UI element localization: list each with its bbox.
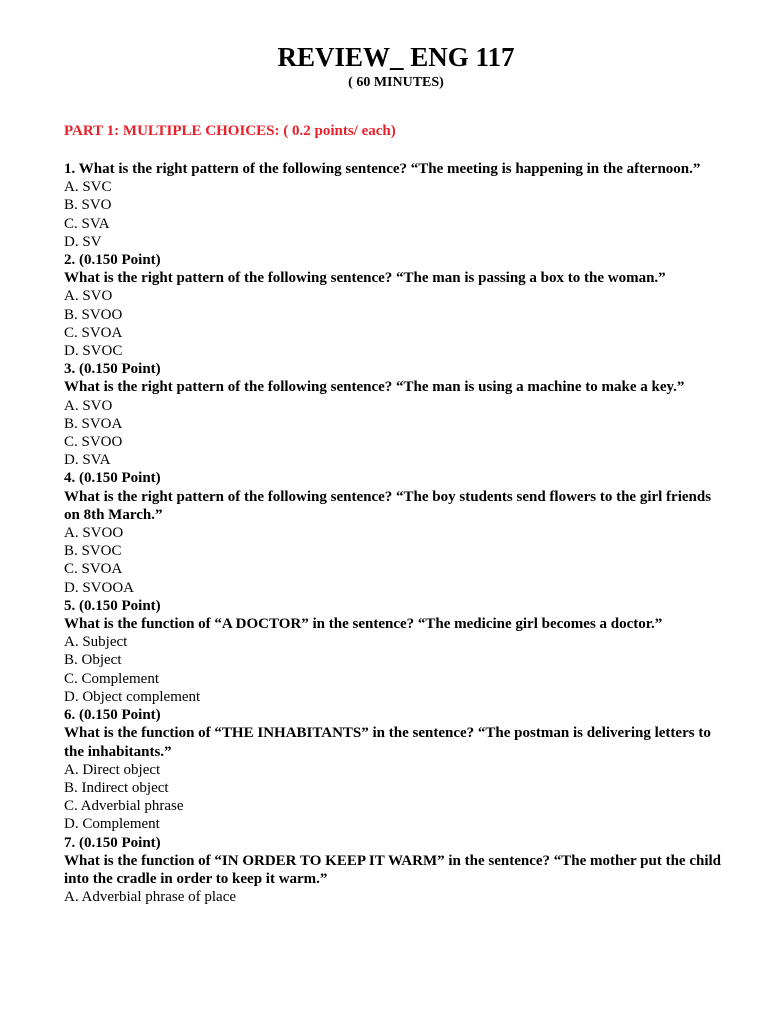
question-block [64,160,728,251]
answer-option: A. SVO [64,288,113,305]
question-block [64,597,728,706]
question-text: What is the right pattern of the following sentence? “The man is passing a box to the woman.” [64,270,666,287]
answer-option: C. SVOA [64,324,123,341]
answer-option: D. SVA [64,452,111,469]
answer-option: D. SV [64,233,102,250]
answer-option: B. Object [64,652,122,669]
question-block [64,469,728,596]
question-number: 4. (0.150 Point) [64,470,161,487]
document-title: REVIEW_ ENG 117 [277,42,515,72]
answer-option: A. SVOO [64,525,124,542]
question-text: 1. What is the right pattern of the following sentence? “The meeting is happening in the afternoon.” [64,161,701,177]
part-1-heading: PART 1: MULTIPLE CHOICES: ( 0.2 points/ each) [64,123,396,139]
question-number: 6. (0.150 Point) [64,707,161,724]
answer-option: B. SVOC [64,543,122,560]
question-block [64,360,728,469]
question-text: What is the function of “IN ORDER TO KEEP IT WARM” in the sentence? “The mother put the child into the cradle in order to keep it warm.” [64,852,722,887]
question-text: What is the right pattern of the following sentence? “The man is using a machine to make a key.” [64,379,685,396]
answer-option: D. SVOC [64,343,123,360]
answer-option: A. Direct object [64,761,161,778]
answer-option: D. Object complement [64,688,201,705]
question-list [64,160,728,906]
answer-option: B. SVOO [64,306,123,323]
answer-option: A. SVC [64,179,112,196]
answer-option: C. SVOA [64,561,123,578]
question-block [64,834,728,907]
answer-option: C. Complement [64,670,159,687]
question-block [64,251,728,360]
answer-option: A. Subject [64,634,128,651]
document-subtitle: ( 60 MINUTES) [348,75,444,90]
answer-option: D. Complement [64,816,160,833]
question-block [64,706,728,833]
answer-option: C. SVOO [64,434,123,451]
question-number: 3. (0.150 Point) [64,361,161,378]
answer-option: C. SVA [64,215,110,232]
question-number: 5. (0.150 Point) [64,597,161,614]
answer-option: C. Adverbial phrase [64,798,184,815]
question-text: What is the function of “THE INHABITANTS” in the sentence? “The postman is delivering letters to the inhabitants.” [64,725,711,760]
answer-option: B. SVOA [64,415,123,432]
answer-option: A. Adverbial phrase of place [64,889,237,906]
question-number: 2. (0.150 Point) [64,252,161,269]
answer-option: A. SVO [64,397,113,414]
answer-option: B. SVO [64,197,112,214]
question-text: What is the right pattern of the following sentence? “The boy students send flowers to the girl friends on 8th March.” [64,488,712,523]
question-text: What is the function of “A DOCTOR” in the sentence? “The medicine girl becomes a doctor.” [64,616,663,633]
answer-option: B. Indirect object [64,779,169,796]
question-number: 7. (0.150 Point) [64,834,161,851]
answer-option: D. SVOOA [64,579,135,596]
